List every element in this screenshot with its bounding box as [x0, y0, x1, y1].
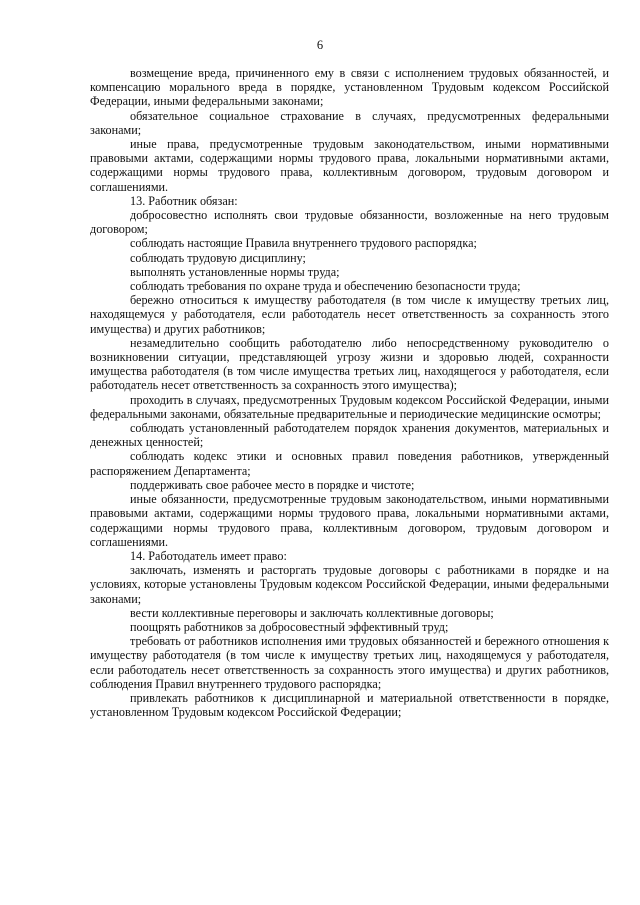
paragraph: незамедлительно сообщить работодателю либо непосредственному руководителю о возникновении ситуации, представляющей угрозу жизни и здоровью людей, сохранности имущества работодателя (в том числе имущества третьих лиц, находящегося у работодателя, если работодатель несет ответственность за сохранность этого имущества);: [90, 335, 609, 393]
paragraph: проходить в случаях, предусмотренных Трудовым кодексом Российской Федерации, иными федеральными законами, обязательные предварительные и периодические медицинские осмотры;: [90, 392, 609, 421]
paragraph: иные обязанности, предусмотренные трудовым законодательством, иными нормативными правовыми актами, содержащими нормы трудового права, локальными нормативными актами, содержащими нормы трудового права, коллективным договором, трудовым договором и соглашениями.: [90, 492, 609, 549]
paragraph: обязательное социальное страхование в случаях, предусмотренных федеральными законами;: [90, 108, 609, 137]
paragraph: иные права, предусмотренные трудовым законодательством, иными нормативными правовыми актами, содержащими нормы трудового права, локальными нормативными актами, содержащими нормы трудового права, коллективным договором, трудовым договором и соглашениями.: [90, 137, 609, 194]
paragraph: соблюдать кодекс этики и основных правил поведения работников, утвержденный распоряжением Департамента;: [90, 449, 609, 478]
paragraph: возмещение вреда, причиненного ему в связи с исполнением трудовых обязанностей, и компенсацию морального вреда в порядке, установленном Трудовым кодексом Российской Федерации, иными федеральными законами;: [90, 66, 609, 109]
paragraph: выполнять установленные нормы труда;: [130, 264, 340, 279]
paragraph: поддерживать свое рабочее место в порядке и чистоте;: [130, 477, 415, 492]
section-heading: 13. Работник обязан:: [130, 193, 238, 208]
paragraph: поощрять работников за добросовестный эффективный труд;: [130, 619, 449, 634]
paragraph: добросовестно исполнять свои трудовые обязанности, возложенные на него трудовым договором;: [90, 208, 609, 237]
paragraph: соблюдать настоящие Правила внутреннего трудового распорядка;: [130, 236, 477, 251]
document-body: [90, 66, 609, 719]
paragraph: бережно относиться к имуществу работодателя (в том числе к имуществу третьих лиц, находящемуся у работодателя, если работодатель несет ответственность за сохранность этого имущества) и других работников;: [90, 293, 609, 336]
section-heading: 14. Работодатель имеет право:: [130, 548, 287, 563]
paragraph: требовать от работников исполнения ими трудовых обязанностей и бережного отношения к имуществу работодателя (в том числе к имуществу третьих лиц, находящемуся у работодателя, если работодатель несет ответственность за сохранность этого имущества) и других работников, соблюдения Правил внутреннего трудового распорядка;: [90, 634, 609, 691]
paragraph: заключать, изменять и расторгать трудовые договоры с работниками в порядке и на условиях, которые установлены Трудовым кодексом Российской Федерации, иными федеральными законами;: [90, 563, 609, 606]
paragraph: привлекать работников к дисциплинарной и материальной ответственности в порядке, установленном Трудовым кодексом Российской Федерации;: [90, 690, 609, 720]
paragraph: соблюдать установленный работодателем порядок хранения документов, материальных и денежных ценностей;: [90, 421, 609, 450]
paragraph: соблюдать трудовую дисциплину;: [130, 250, 306, 265]
paragraph: соблюдать требования по охране труда и обеспечению безопасности труда;: [130, 279, 521, 294]
paragraph: вести коллективные переговоры и заключать коллективные договоры;: [130, 605, 494, 620]
page-number: 6: [316, 38, 324, 52]
